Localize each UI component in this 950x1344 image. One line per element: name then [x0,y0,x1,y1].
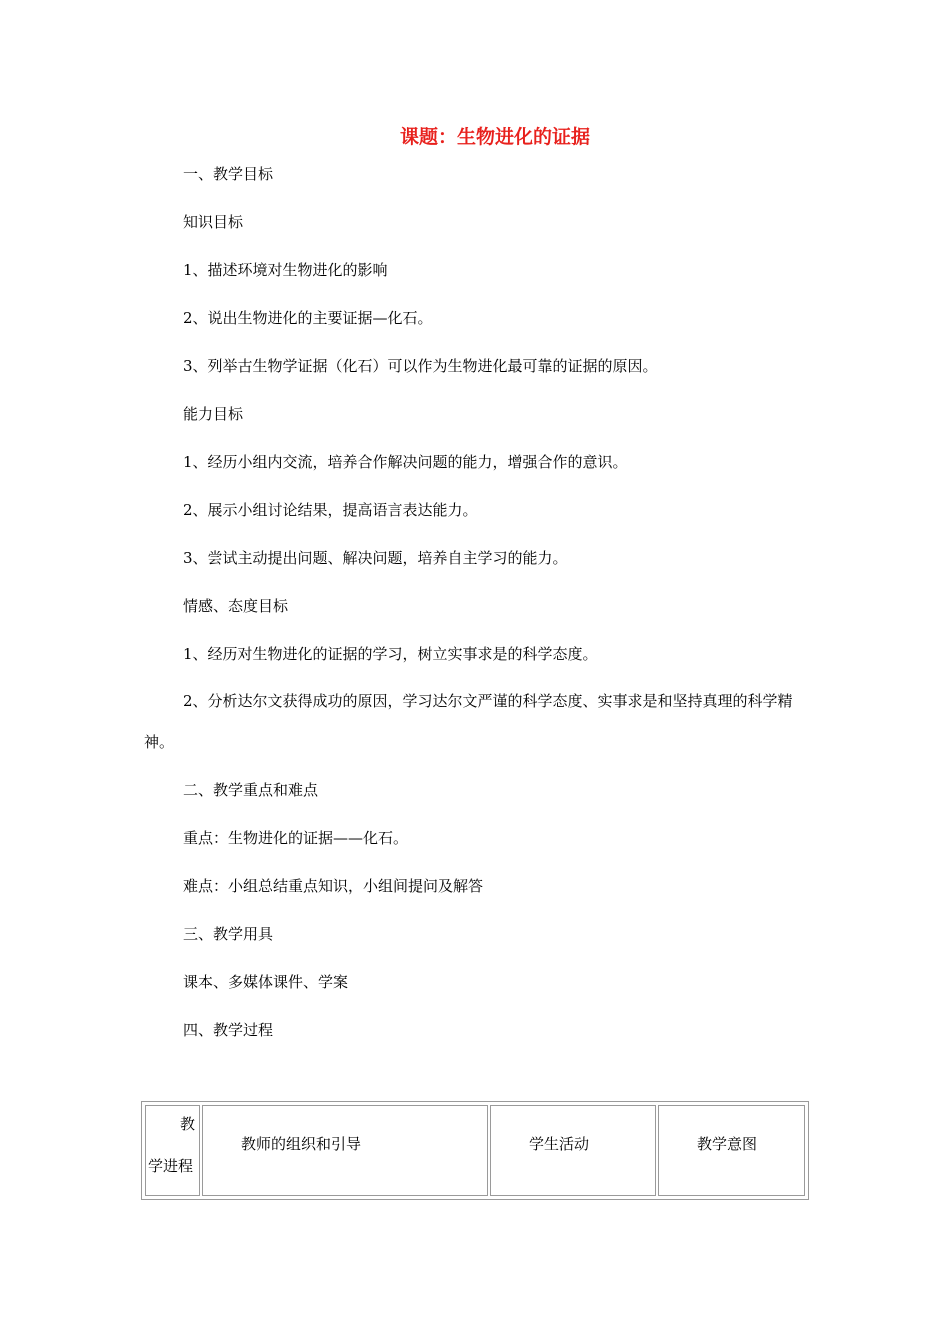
attitude-goal-1: 1、经历对生物进化的证据的学习，树立实事求是的科学态度。 [183,645,598,663]
header-student-label: 学生活动 [529,1135,590,1153]
difficult-point: 难点：小组总结重点知识，小组间提问及解答 [183,877,484,895]
header-cell-teacher [202,1105,488,1196]
ability-goal-3: 3、尝试主动提出问题、解决问题，培养自主学习的能力。 [183,549,568,567]
ability-goal-2: 2、展示小组讨论结果，提高语言表达能力。 [183,501,478,519]
header-cell-stage [145,1105,200,1196]
subheading-attitude-goals: 情感、态度目标 [183,597,289,615]
knowledge-goal-1: 1、描述环境对生物进化的影响 [183,261,388,279]
header-cell-student [490,1105,656,1196]
subheading-ability-goals: 能力目标 [183,405,244,423]
ability-goal-1: 1、经历小组内交流，培养合作解决问题的能力，增强合作的意识。 [183,453,628,471]
section-heading-tools: 三、教学用具 [183,925,274,943]
header-stage-line1: 教 [179,1115,195,1133]
teaching-process-table [141,1101,809,1200]
header-stage-line2: 学进程 [148,1157,194,1175]
section-heading-objectives: 一、教学目标 [183,165,274,183]
subheading-knowledge-goals: 知识目标 [183,213,244,231]
knowledge-goal-2: 2、说出生物进化的主要证据—化石。 [183,309,433,327]
header-teacher-label: 教师的组织和引导 [241,1135,362,1153]
section-heading-key-points: 二、教学重点和难点 [183,781,319,799]
document-title: 课题：生物进化的证据 [399,126,590,148]
section-heading-process: 四、教学过程 [183,1021,274,1039]
key-point: 重点：生物进化的证据——化石。 [183,829,409,847]
teaching-tools: 课本、多媒体课件、学案 [183,973,349,991]
knowledge-goal-3: 3、列举古生物学证据（化石）可以作为生物进化最可靠的证据的原因。 [183,357,658,375]
header-intent-label: 教学意图 [697,1135,758,1153]
attitude-goal-2: 2、分析达尔文获得成功的原因，学习达尔文严谨的科学态度、实事求是和坚持真理的科学精神。 [144,692,793,751]
header-cell-intent [658,1105,805,1196]
